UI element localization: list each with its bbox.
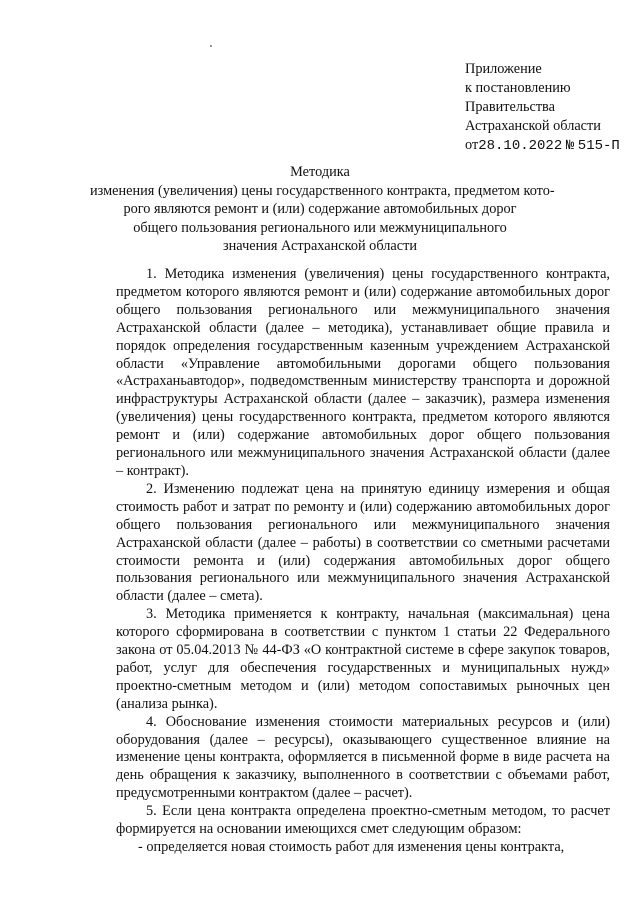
document-title [90, 163, 555, 256]
paragraph-5: 5. Если цена контракта определена проектно-сметным методом, то расчет формируется на основании имеющихся смет следующим образом: [116, 803, 610, 838]
title-line-1: изменения (увеличения) цены государственного контракта, предметом кото- [90, 182, 555, 199]
annex-number: 515-П [577, 138, 620, 154]
document-body [116, 266, 610, 857]
paragraph-2: 2. Изменению подлежат цена на принятую единицу измерения и общая стоимость работ и затрат по ремонту и (или) содержанию автомобильных дорог общего пользования регионального или межмуниципального значения Астраханской области (далее – работы) в соответствии со сметными расчетами стоимости ремонта и (или) содержания автомобильных дорог общего пользования регионального или межмуниципального значения Астраханской области (далее – смета). [116, 480, 610, 605]
annex-date-line [465, 136, 620, 156]
paragraph-4: 4. Обоснование изменения стоимости материальных ресурсов и (или) оборудования (далее – ресурсы), оказывающего существенное влияние на изменение цены контракта, оформляется в письменной форме в виде расчета на день обращения к заказчику, выполненного в соответствии с объемами работ, предусмотренными контрактом (далее – расчет). [116, 713, 610, 802]
annex-date: 28.10.2022 [478, 138, 563, 154]
annex-number-sign: № [565, 138, 575, 154]
annex-line-3: Правительства [465, 99, 555, 115]
annex-date-prefix: от [465, 137, 479, 153]
title-line-2: рого являются ремонт и (или) содержание автомобильных дорог [123, 201, 517, 217]
paragraph-3: 3. Методика применяется к контракту, начальная (максимальная) цена которого сформирована в соответствии с пунктом 1 статьи 22 Федерального закона от 05.04.2013 № 44-ФЗ «О контрактной системе в сфере закупок товаров, работ, услуг для обеспечения государственных и муниципальных нужд» проектно-сметным методом и (или) методом сопоставимых рыночных цен (анализа рынка). [116, 606, 610, 712]
scan-speck [210, 45, 212, 47]
annex-header [465, 60, 620, 156]
annex-line-4: Астраханской области [465, 118, 601, 134]
title-line-3: общего пользования регионального или межмуниципального [133, 219, 507, 236]
annex-line-2: к постановлению [465, 80, 571, 96]
title-heading: Методика [290, 164, 350, 180]
annex-line-1: Приложение [465, 61, 542, 77]
paragraph-1: 1. Методика изменения (увеличения) цены государственного контракта, предметом которого являются ремонт и (или) содержание автомобильных дорог общего пользования регионального или межмуниципального значения Астраханской области (далее – методика), устанавливает общие правила и порядок определения государственным казенным учреждением Астраханской области «Управление автомобильными дорогами общего пользования «Астраханьавтодор», подведомственным министерству транспорта и дорожной инфраструктуры Астраханской области (далее – заказчик), размера изменения (увеличения) цены государственного контракта, предметом которого являются ремонт и (или) содержание автомобильных дорог общего пользования регионального или межмуниципального значения Астраханской области (далее – контракт). [116, 266, 610, 479]
paragraph-6: - определяется новая стоимость работ для изменения цены контракта, [138, 839, 565, 855]
title-line-4: значения Астраханской области [223, 238, 417, 254]
